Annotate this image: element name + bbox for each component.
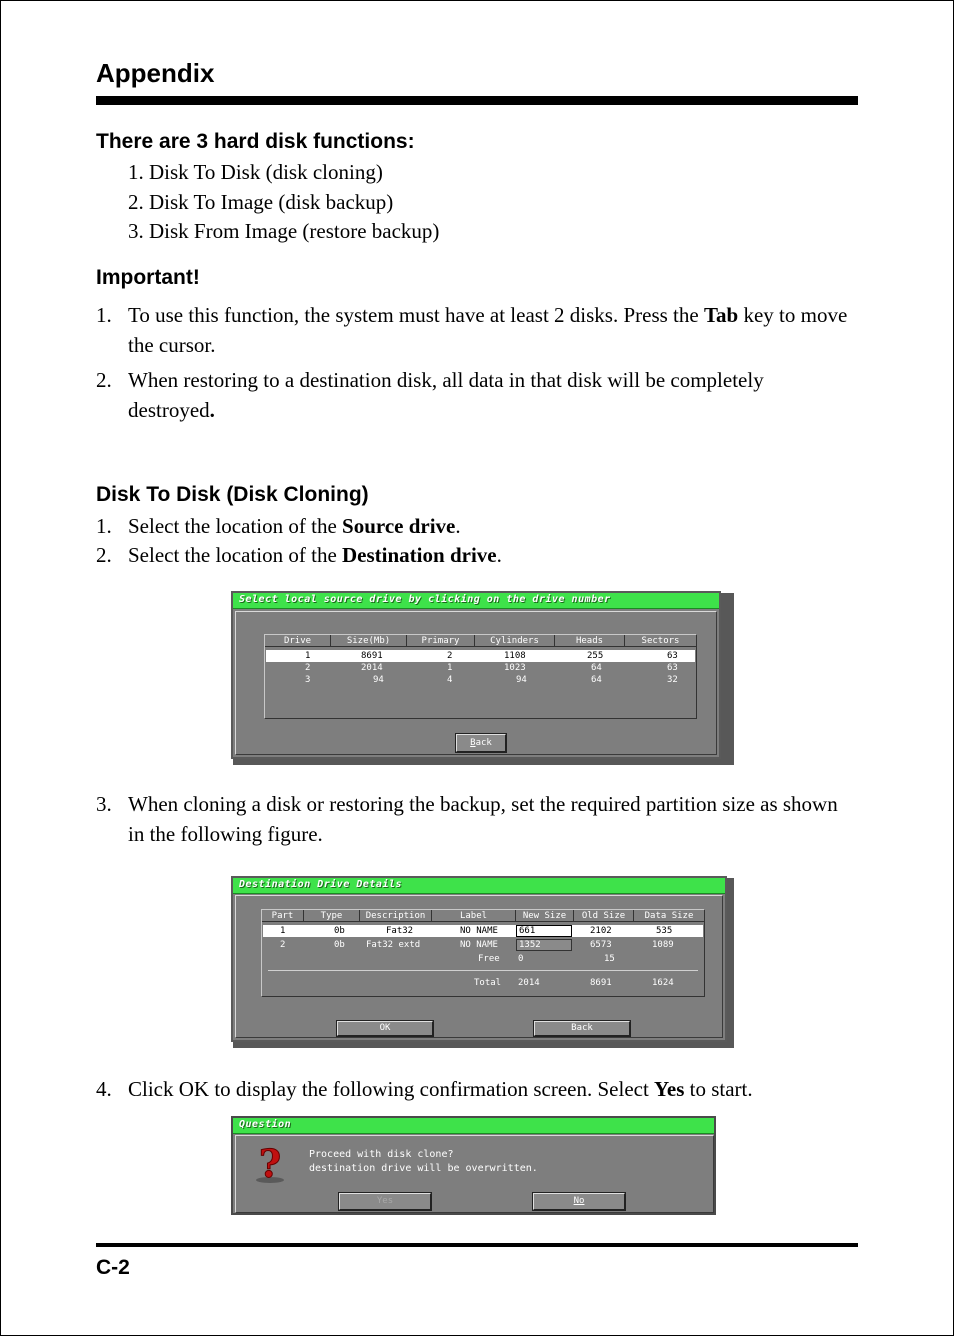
col-header-label: Label: [432, 910, 516, 922]
important-num-2: 2.: [96, 368, 112, 392]
col-header-part: Part: [262, 910, 304, 922]
free-old-size: 15: [604, 954, 615, 964]
step-num-3: 3.: [96, 792, 112, 816]
table-cell: 535: [656, 926, 673, 936]
page-header-title: Appendix: [96, 58, 215, 88]
step-text-2: Select the location of the Destination drive.: [128, 543, 502, 567]
dest-window-title: Destination Drive Details: [239, 879, 403, 890]
total-new-size: 2014: [518, 978, 540, 988]
total-old-size: 8691: [590, 978, 612, 988]
table-cell: 63: [667, 651, 678, 661]
table-cell[interactable]: 1: [305, 651, 311, 661]
question-window: [231, 1116, 716, 1215]
table-cell[interactable]: 3: [305, 675, 311, 685]
table-cell: 1: [280, 926, 286, 936]
source-window-title: Select local source drive by clicking on the drive number: [239, 594, 611, 605]
col-header-description: Description: [360, 910, 432, 922]
table-cell: 94: [373, 675, 384, 685]
step-text-1: Select the location of the Source drive.: [128, 514, 461, 538]
no-button[interactable]: No: [533, 1193, 625, 1210]
table-cell[interactable]: 2: [305, 663, 311, 673]
table-cell: NO NAME: [460, 940, 498, 950]
col-header-sectors: Sectors: [625, 635, 696, 647]
col-header-size: Size(Mb): [331, 635, 407, 647]
question-window-titlebar: [233, 1118, 714, 1134]
back-button[interactable]: Back: [534, 1021, 630, 1036]
col-header-cylinders: Cylinders: [475, 635, 555, 647]
page-number: C-2: [96, 1256, 130, 1279]
function-item-2: 2. Disk To Image (disk backup): [128, 190, 394, 214]
question-line-1: Proceed with disk clone?: [309, 1149, 454, 1160]
footer-rule: [96, 1243, 858, 1247]
dest-details-window: [231, 876, 727, 1042]
table-cell: 64: [591, 663, 602, 673]
table-cell: 8691: [361, 651, 383, 661]
step-num-1: 1.: [96, 514, 112, 538]
source-drive-window: [231, 591, 721, 759]
free-new-size: 0: [518, 954, 524, 964]
table-cell: 0b: [334, 940, 345, 950]
question-mark-glyph: ?: [258, 1144, 282, 1184]
table-cell: 2: [447, 651, 453, 661]
new-size-input[interactable]: 1352: [516, 939, 572, 951]
col-header-data-size: Data Size: [634, 910, 704, 922]
ok-button[interactable]: OK: [337, 1021, 433, 1036]
col-header-primary: Primary: [407, 635, 475, 647]
important-text-2: When restoring to a destination disk, all data in that disk will be completely destroyed.: [128, 368, 764, 422]
back-button[interactable]: Back: [456, 734, 506, 752]
functions-heading: There are 3 hard disk functions:: [96, 130, 415, 153]
header-rule: [96, 96, 858, 105]
source-drive-table: [264, 634, 697, 719]
table-cell: 255: [587, 651, 604, 661]
step-num-2: 2.: [96, 543, 112, 567]
important-num-1: 1.: [96, 303, 112, 327]
total-separator: [268, 970, 698, 971]
col-header-old-size: Old Size: [574, 910, 634, 922]
yes-button[interactable]: Yes: [339, 1193, 431, 1210]
function-item-1: 1. Disk To Disk (disk cloning): [128, 160, 383, 184]
col-header-drive: Drive: [265, 635, 331, 647]
total-label: Total: [474, 978, 502, 988]
dest-window-titlebar: [233, 878, 725, 894]
col-header-type: Type: [304, 910, 360, 922]
step-num-4: 4.: [96, 1077, 112, 1101]
table-cell: 63: [667, 663, 678, 673]
table-cell: 32: [667, 675, 678, 685]
new-size-input[interactable]: 661: [516, 925, 572, 937]
cloning-heading: Disk To Disk (Disk Cloning): [96, 483, 369, 506]
col-header-heads: Heads: [555, 635, 625, 647]
table-cell: 2: [280, 940, 286, 950]
question-mark-icon: [251, 1144, 289, 1184]
table-cell: 1: [447, 663, 453, 673]
function-item-3: 3. Disk From Image (restore backup): [128, 219, 440, 243]
question-window-title: Question: [239, 1119, 292, 1130]
table-cell: 1023: [504, 663, 526, 673]
table-cell: 0b: [334, 926, 345, 936]
free-label: Free: [478, 954, 500, 964]
table-cell: NO NAME: [460, 926, 498, 936]
col-header-new-size: New Size: [516, 910, 574, 922]
table-cell: 2102: [590, 926, 612, 936]
source-window-titlebar: [233, 593, 719, 609]
table-cell: 1089: [652, 940, 674, 950]
table-cell: 64: [591, 675, 602, 685]
table-cell: 94: [516, 675, 527, 685]
important-text-1: To use this function, the system must have at least 2 disks. Press the Tab key to move the cursor.: [128, 303, 848, 357]
dest-partition-table: [261, 909, 705, 997]
question-line-2: destination drive will be overwritten.: [309, 1163, 538, 1174]
table-cell: 6573: [590, 940, 612, 950]
table-cell: 1108: [504, 651, 526, 661]
step-text-3: When cloning a disk or restoring the backup, set the required partition size as shown in the following figure.: [128, 792, 838, 846]
table-cell: Fat32: [386, 926, 414, 936]
table-cell: Fat32 extd: [366, 940, 421, 950]
table-cell: 2014: [361, 663, 383, 673]
table-row-selected[interactable]: [266, 650, 695, 662]
total-data-size: 1624: [652, 978, 674, 988]
step-text-4: Click OK to display the following confirmation screen. Select Yes to start.: [128, 1077, 753, 1101]
table-cell: 4: [447, 675, 453, 685]
important-heading: Important!: [96, 266, 200, 289]
